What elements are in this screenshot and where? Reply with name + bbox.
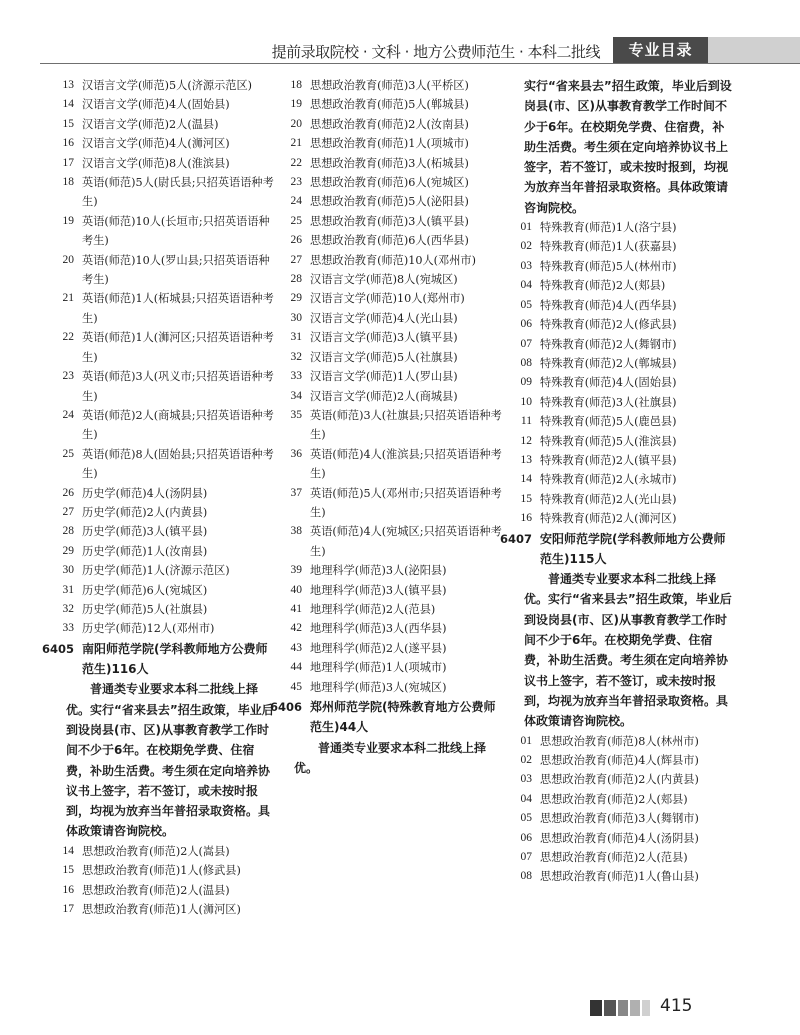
major-entry — [510, 218, 732, 237]
major-code: 17 — [62, 902, 74, 915]
major-entry — [52, 212, 274, 251]
major-code: 16 — [62, 883, 74, 896]
major-entry — [510, 809, 732, 828]
major-entry — [280, 619, 506, 638]
major-entry — [280, 289, 506, 308]
major-text: 特殊教育(师范)2人(光山县) — [540, 492, 677, 506]
major-code: 08 — [520, 356, 532, 369]
major-text: 历史学(师范)4人(汤阴县) — [82, 486, 208, 500]
major-code: 42 — [290, 622, 302, 635]
major-text: 特殊教育(师范)3人(社旗县) — [540, 395, 677, 409]
major-text: 思想政治教育(师范)1人(修武县) — [82, 864, 241, 878]
major-code: 35 — [290, 408, 302, 421]
major-text: 地理科学(师范)3人(西华县) — [310, 622, 447, 636]
major-text: 英语(师范)4人(宛城区;只招英语语种考生) — [310, 525, 502, 558]
major-code: 30 — [62, 564, 74, 577]
major-entry — [52, 581, 274, 600]
footer-bars-decoration — [590, 1000, 650, 1016]
major-text: 思想政治教育(师范)2人(汝南县) — [310, 117, 469, 131]
major-text: 思想政治教育(师范)2人(郏县) — [540, 792, 688, 806]
institution-code: 6406 — [270, 700, 303, 714]
major-entry — [52, 95, 274, 114]
major-code: 27 — [290, 253, 302, 266]
major-text: 特殊教育(师范)1人(洛宁县) — [540, 221, 677, 235]
major-entry — [510, 790, 732, 809]
major-text: 地理科学(师范)2人(遂平县) — [310, 641, 447, 655]
major-text: 思想政治教育(师范)3人(舞钢市) — [540, 812, 699, 826]
major-code: 37 — [290, 486, 302, 499]
major-text: 英语(师范)10人(长垣市;只招英语语种考生) — [82, 214, 270, 248]
major-code: 39 — [290, 564, 302, 577]
major-text: 特殊教育(师范)2人(永城市) — [540, 473, 677, 487]
major-code: 02 — [520, 753, 532, 766]
major-entry — [280, 134, 506, 153]
major-entry — [280, 406, 506, 445]
major-entry — [510, 412, 732, 431]
major-text: 思想政治教育(师范)3人(平桥区) — [310, 79, 469, 92]
major-text: 特殊教育(师范)2人(舞钢市) — [540, 337, 677, 351]
major-text: 英语(师范)1人(柘城县;只招英语语种考生) — [82, 292, 274, 325]
major-code: 24 — [62, 408, 74, 421]
major-entry — [52, 542, 274, 561]
major-entry — [280, 367, 506, 386]
major-code: 23 — [290, 176, 302, 189]
institution-header — [42, 639, 274, 680]
major-text: 特殊教育(师范)4人(固始县) — [540, 376, 677, 390]
major-code: 14 — [520, 473, 532, 486]
major-text: 汉语言文学(师范)4人(光山县) — [310, 311, 458, 325]
major-text: 汉语言文学(师范)10人(郑州市) — [310, 292, 465, 306]
major-text: 历史学(师范)1人(济源示范区) — [82, 564, 230, 578]
major-entry — [510, 393, 732, 412]
major-code: 25 — [290, 214, 302, 227]
major-entry — [280, 561, 506, 580]
major-code: 34 — [290, 389, 302, 402]
major-entry — [280, 251, 506, 270]
major-code: 45 — [290, 680, 302, 693]
major-text: 思想政治教育(师范)4人(辉县市) — [540, 753, 699, 767]
major-code: 03 — [520, 773, 532, 786]
major-code: 15 — [62, 117, 74, 130]
major-text: 特殊教育(师范)2人(镇平县) — [540, 453, 677, 467]
major-entry — [52, 861, 274, 880]
major-entry — [52, 600, 274, 619]
major-entry — [280, 639, 506, 658]
major-entry — [52, 173, 274, 212]
major-code: 07 — [520, 850, 532, 863]
major-code: 36 — [290, 447, 302, 460]
major-code: 29 — [62, 544, 74, 557]
major-text: 英语(师范)2人(商城县;只招英语语种考生) — [82, 408, 274, 442]
major-text: 思想政治教育(师范)1人(鲁山县) — [540, 870, 699, 884]
institution-title: 安阳师范学院(学科教师地方公费师范生)115人 — [540, 531, 726, 566]
major-code: 26 — [62, 486, 74, 499]
major-entry — [280, 154, 506, 173]
column-3 — [500, 76, 732, 887]
major-code: 16 — [62, 137, 74, 150]
institution-code: 6407 — [500, 531, 533, 546]
institution-title: 郑州师范学院(特殊教育地方公费师范生)44人 — [310, 700, 496, 735]
major-entry — [52, 522, 274, 541]
major-code: 19 — [62, 214, 74, 227]
major-entry — [510, 829, 732, 848]
major-code: 32 — [290, 350, 302, 363]
major-text: 英语(师范)5人(尉氏县;只招英语语种考生) — [82, 176, 274, 209]
major-text: 特殊教育(师范)1人(获嘉县) — [540, 240, 677, 254]
major-text: 汉语言文学(师范)3人(镇平县) — [310, 331, 458, 345]
major-entry — [280, 600, 506, 619]
major-text: 汉语言文学(师范)1人(罗山县) — [310, 370, 458, 384]
major-entry — [510, 867, 732, 886]
major-entry — [280, 445, 506, 484]
major-text: 历史学(师范)1人(汝南县) — [82, 544, 208, 558]
major-entry — [280, 173, 506, 192]
major-entry — [52, 289, 274, 328]
page-number: 415 — [660, 996, 693, 1016]
major-code: 23 — [62, 370, 74, 383]
major-text: 思想政治教育(师范)5人(泌阳县) — [310, 195, 469, 209]
major-entry — [52, 251, 274, 290]
major-code: 01 — [520, 221, 532, 234]
major-code: 33 — [290, 370, 302, 383]
major-code: 10 — [520, 395, 532, 408]
major-text: 汉语言文学(师范)5人(社旗县) — [310, 350, 458, 364]
major-entry — [510, 490, 732, 509]
major-code: 31 — [290, 331, 302, 344]
major-entry — [52, 561, 274, 580]
major-code: 15 — [520, 492, 532, 505]
major-entry — [52, 503, 274, 522]
major-code: 44 — [290, 661, 302, 674]
major-code: 20 — [62, 253, 74, 266]
major-entry — [52, 445, 274, 484]
major-entry — [510, 354, 732, 373]
major-text: 历史学(师范)2人(内黄县) — [82, 505, 208, 519]
institution-header — [500, 529, 732, 570]
major-code: 19 — [290, 98, 302, 111]
major-code: 22 — [62, 331, 74, 344]
policy-paragraph: 普通类专业要求本科二批线上择优。实行“省来县去”招生政策，毕业后到设岗县(市、区)从事教育教学工作时间不少于6年。在校期免学费、住宿费，补助生活费。考生须在定向培养协议书上签字，若不签订，或未按时报到，均视为放弃当年普招录取资格。具体政策请咨询院校。 — [524, 572, 732, 729]
major-entry — [510, 373, 732, 392]
major-entry — [280, 658, 506, 677]
major-entry — [52, 328, 274, 367]
major-text: 地理科学(师范)3人(镇平县) — [310, 583, 447, 597]
major-code: 43 — [290, 641, 302, 654]
major-code: 21 — [62, 292, 74, 305]
major-text: 思想政治教育(师范)2人(嵩县) — [82, 844, 230, 858]
major-text: 历史学(师范)3人(镇平县) — [82, 525, 208, 539]
major-text: 汉语言文学(师范)2人(温县) — [82, 117, 219, 131]
major-text: 思想政治教育(师范)3人(柘城县) — [310, 156, 469, 170]
major-entry — [510, 257, 732, 276]
major-entry — [510, 451, 732, 470]
major-entry — [280, 328, 506, 347]
column-1 — [42, 76, 274, 919]
major-entry — [280, 231, 506, 250]
major-entry — [280, 76, 506, 95]
major-entry — [52, 619, 274, 638]
major-text: 汉语言文学(师范)8人(淮滨县) — [82, 156, 230, 170]
major-entry — [280, 581, 506, 600]
major-entry — [280, 387, 506, 406]
major-entry — [510, 335, 732, 354]
major-text: 英语(师范)8人(固始县;只招英语语种考生) — [82, 447, 274, 481]
major-text: 英语(师范)5人(邓州市;只招英语语种考生) — [310, 486, 502, 519]
major-code: 02 — [520, 240, 532, 253]
major-entry — [52, 900, 274, 919]
major-text: 思想政治教育(师范)4人(汤阴县) — [540, 831, 699, 845]
policy-paragraph: 普通类专业要求本科二批线上择优。实行“省来县去”招生政策，毕业后到设岗县(市、区)从事教育教学工作时间不少于6年。在校期免学费、住宿费，补助生活费。考生须在定向培养协议书上签字，若不签订，或未按时报到，均视为放弃当年普招录取资格。具体政策请咨询院校。 — [66, 682, 274, 839]
major-entry — [280, 95, 506, 114]
major-entry — [510, 432, 732, 451]
major-text: 特殊教育(师范)2人(郏县) — [540, 279, 666, 293]
major-entry — [280, 270, 506, 289]
major-code: 03 — [520, 259, 532, 272]
major-code: 14 — [62, 844, 74, 857]
major-code: 13 — [62, 79, 74, 91]
major-entry — [280, 309, 506, 328]
major-entry — [280, 678, 506, 697]
major-text: 特殊教育(师范)5人(林州市) — [540, 259, 677, 273]
major-text: 汉语言文学(师范)4人(浉河区) — [82, 137, 230, 151]
major-text: 历史学(师范)5人(社旗县) — [82, 602, 208, 616]
major-code: 31 — [62, 583, 74, 596]
institution-header — [270, 697, 506, 738]
major-code: 01 — [520, 734, 532, 747]
header-rule — [40, 63, 800, 64]
major-code: 28 — [290, 273, 302, 286]
major-text: 特殊教育(师范)5人(鹿邑县) — [540, 415, 677, 429]
major-text: 思想政治教育(师范)1人(项城市) — [310, 137, 469, 151]
major-text: 地理科学(师范)1人(项城市) — [310, 661, 447, 675]
major-entry — [52, 134, 274, 153]
column-2 — [270, 76, 506, 778]
major-text: 汉语言文学(师范)5人(济源示范区) — [82, 79, 253, 92]
header-grey-block — [708, 37, 800, 63]
major-code: 29 — [290, 292, 302, 305]
major-code: 08 — [520, 870, 532, 883]
institution-code: 6405 — [42, 641, 75, 656]
major-code: 18 — [290, 79, 302, 91]
major-text: 英语(师范)10人(罗山县;只招英语语种考生) — [82, 253, 270, 287]
major-code: 21 — [290, 137, 302, 150]
major-code: 06 — [520, 318, 532, 331]
major-code: 04 — [520, 279, 532, 292]
major-text: 地理科学(师范)3人(宛城区) — [310, 680, 447, 694]
major-text: 汉语言文学(师范)2人(商城县) — [310, 389, 458, 403]
major-code: 20 — [290, 117, 302, 130]
major-entry — [280, 522, 506, 561]
major-code: 26 — [290, 234, 302, 247]
major-text: 思想政治教育(师范)6人(西华县) — [310, 234, 469, 248]
policy-paragraph: 普通类专业要求本科二批线上择优。 — [294, 740, 487, 775]
major-entry — [280, 115, 506, 134]
major-entry — [510, 732, 732, 751]
major-text: 思想政治教育(师范)1人(浉河区) — [82, 902, 241, 916]
major-text: 汉语言文学(师范)8人(宛城区) — [310, 273, 458, 287]
policy-paragraph: 实行“省来县去”招生政策，毕业后到设岗县(市、区)从事教育教学工作时间不少于6年。在校期免学费、住宿费，补助生活费。考生须在定向培养协议书上签字，若不签订，或未按时报到，均视为放弃当年普招录取资格。具体政策请咨询院校。 — [524, 79, 732, 215]
major-text: 英语(师范)4人(淮滨县;只招英语语种考生) — [310, 447, 502, 481]
major-text: 英语(师范)3人(社旗县;只招英语语种考生) — [310, 408, 502, 442]
major-code: 25 — [62, 447, 74, 460]
major-text: 特殊教育(师范)2人(浉河区) — [540, 512, 677, 526]
major-text: 特殊教育(师范)2人(修武县) — [540, 318, 677, 332]
major-text: 地理科学(师范)3人(泌阳县) — [310, 564, 447, 578]
major-entry — [510, 276, 732, 295]
major-code: 04 — [520, 792, 532, 805]
major-code: 17 — [62, 156, 74, 169]
major-entry — [510, 848, 732, 867]
major-text: 思想政治教育(师范)8人(林州市) — [540, 734, 699, 748]
major-code: 11 — [520, 415, 532, 428]
major-text: 历史学(师范)12人(邓州市) — [82, 622, 215, 636]
major-entry — [280, 212, 506, 231]
major-code: 16 — [520, 512, 532, 525]
major-entry — [510, 770, 732, 789]
major-code: 06 — [520, 831, 532, 844]
major-entry — [52, 881, 274, 900]
institution-title: 南阳师范学院(学科教师地方公费师范生)116人 — [82, 641, 268, 677]
major-code: 12 — [520, 434, 532, 447]
major-code: 13 — [520, 453, 532, 466]
major-code: 40 — [290, 583, 302, 596]
major-entry — [510, 509, 732, 528]
major-text: 思想政治教育(师范)2人(温县) — [82, 883, 230, 897]
major-text: 地理科学(师范)2人(范县) — [310, 602, 436, 616]
major-entry — [52, 154, 274, 173]
major-text: 思想政治教育(师范)10人(邓州市) — [310, 253, 476, 267]
major-code: 18 — [62, 176, 74, 189]
major-entry — [510, 237, 732, 256]
major-code: 30 — [290, 311, 302, 324]
major-text: 英语(师范)1人(浉河区;只招英语语种考生) — [82, 331, 274, 364]
major-entry — [52, 76, 274, 95]
major-entry — [52, 842, 274, 861]
major-entry — [52, 115, 274, 134]
major-code: 05 — [520, 298, 532, 311]
major-text: 汉语言文学(师范)4人(固始县) — [82, 98, 230, 112]
major-code: 14 — [62, 98, 74, 111]
major-entry — [280, 192, 506, 211]
major-code: 07 — [520, 337, 532, 350]
major-text: 历史学(师范)6人(宛城区) — [82, 583, 208, 597]
major-text: 思想政治教育(师范)3人(镇平县) — [310, 214, 469, 228]
major-entry — [510, 296, 732, 315]
major-code: 33 — [62, 622, 74, 635]
major-code: 28 — [62, 525, 74, 538]
major-text: 思想政治教育(师范)6人(宛城区) — [310, 176, 469, 190]
major-code: 15 — [62, 864, 74, 877]
major-text: 思想政治教育(师范)5人(郸城县) — [310, 98, 469, 112]
major-code: 24 — [290, 195, 302, 208]
major-entry — [52, 367, 274, 406]
major-code: 32 — [62, 602, 74, 615]
major-text: 思想政治教育(师范)2人(内黄县) — [540, 773, 699, 787]
major-text: 英语(师范)3人(巩义市;只招英语语种考生) — [82, 370, 274, 403]
major-entry — [280, 484, 506, 523]
major-code: 09 — [520, 376, 532, 389]
major-entry — [510, 751, 732, 770]
major-text: 特殊教育(师范)2人(郸城县) — [540, 356, 677, 370]
running-header-title: 提前录取院校 · 文科 · 地方公费师范生 · 本科二批线 — [271, 43, 600, 61]
section-tab[interactable]: 专业目录 — [613, 37, 708, 63]
major-code: 38 — [290, 525, 302, 538]
major-entry — [510, 470, 732, 489]
major-code: 05 — [520, 812, 532, 825]
major-code: 41 — [290, 602, 302, 615]
major-code: 27 — [62, 505, 74, 518]
major-text: 特殊教育(师范)4人(西华县) — [540, 298, 677, 312]
major-text: 特殊教育(师范)5人(淮滨县) — [540, 434, 677, 448]
major-entry — [510, 315, 732, 334]
major-entry — [52, 406, 274, 445]
major-code: 22 — [290, 156, 302, 169]
major-text: 思想政治教育(师范)2人(范县) — [540, 850, 688, 864]
major-entry — [280, 348, 506, 367]
major-entry — [52, 484, 274, 503]
